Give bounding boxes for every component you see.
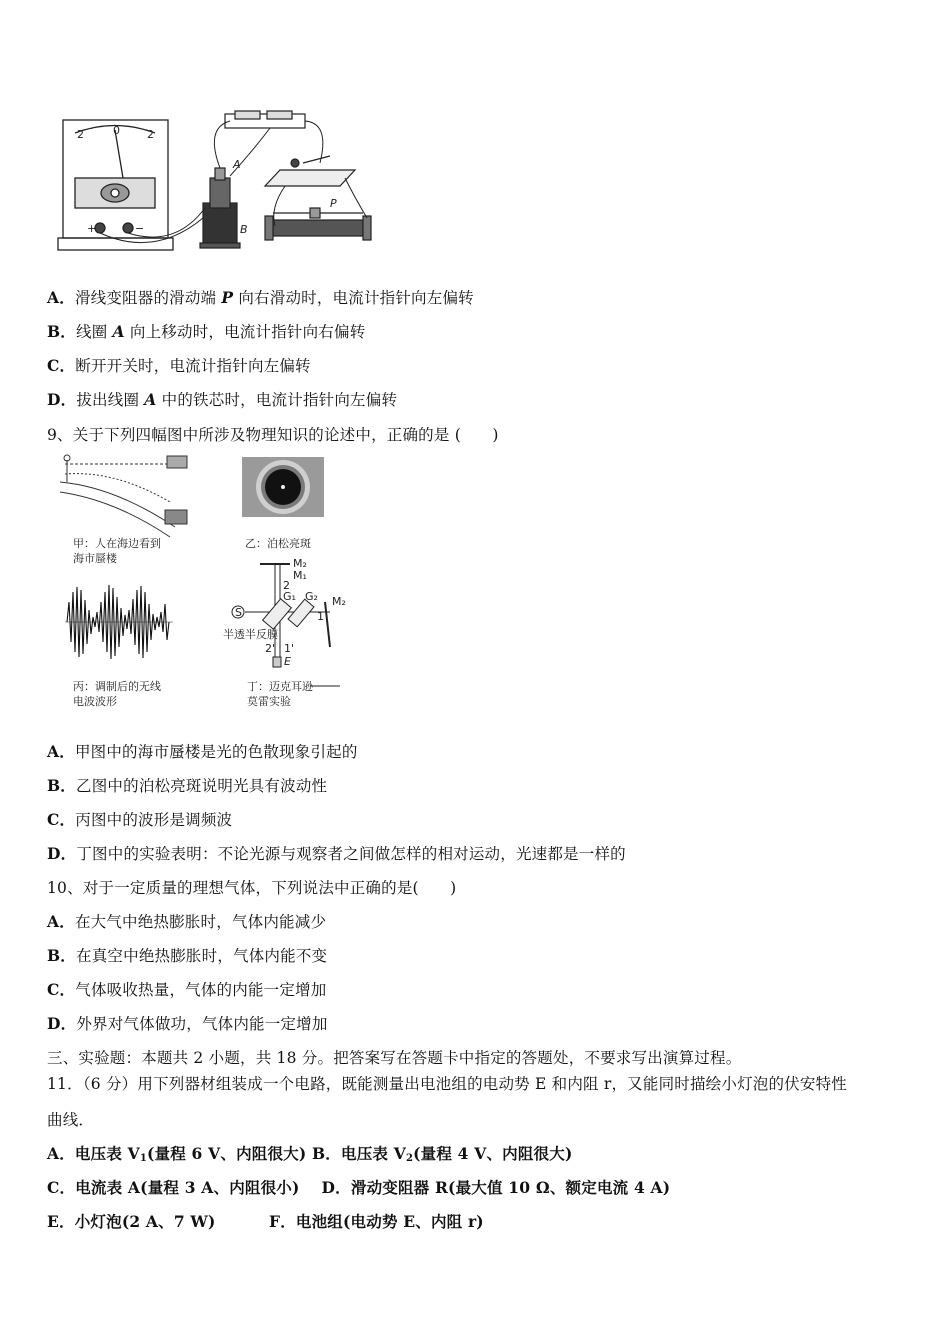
q11-stem-line1: 11．（6 分）用下列器材组装成一个电路，既能测量出电池组的电动势 E 和内阻 r，又能同时描绘小灯泡的伏安特性 — [47, 1075, 847, 1093]
caption-bing-1: 丙：调制后的无线 — [73, 680, 161, 693]
q10-option-d[interactable]: D．外界对气体做功，气体内能一定增加 — [47, 1014, 328, 1033]
battery — [225, 111, 305, 128]
q9-stem: 9、关于下列四幅图中所涉及物理知识的论述中，正确的是 ( ) — [47, 426, 499, 444]
q11-stem-line2: 曲线． — [47, 1111, 95, 1129]
q11-options-row2: C．电流表 A(量程 3 A、内阻很小) D．滑动变阻器 R(最大值 10 Ω、额定电流 4 A) — [47, 1178, 671, 1197]
galv-minus: − — [135, 222, 145, 235]
rheostat — [265, 208, 371, 240]
michelson-m2-right: M₂ — [332, 595, 346, 608]
caption-yi: 乙：泊松亮斑 — [245, 537, 311, 550]
michelson-m1: M₁ — [293, 569, 307, 582]
galv-plus: + — [87, 222, 97, 235]
q8-option-c[interactable]: C．断开开关时，电流计指针向左偏转 — [47, 356, 311, 375]
coil-a — [210, 168, 230, 208]
svg-text:2: 2 — [77, 128, 84, 141]
q11-options-row1: A．电压表 $V_1$(量程 6 V、内阻很大) B．电压表 $V_2$(量程 4 V、内阻很大) — [47, 1144, 573, 1164]
switch — [265, 156, 355, 186]
caption-jia-1: 甲：人在海边看到 — [73, 537, 161, 550]
q9-figure-grid — [55, 452, 355, 714]
label-a: A — [233, 158, 241, 171]
michelson-e: E — [284, 655, 291, 668]
q9-option-c[interactable]: C．丙图中的波形是调频波 — [47, 810, 233, 829]
michelson-n2: 2 — [283, 579, 290, 592]
michelson-splitter: 半透半反膜 — [223, 628, 278, 641]
michelson-m2-top: M₂ — [293, 557, 307, 570]
galvanometer — [58, 120, 173, 250]
q8-option-b[interactable]: B．线圈 A 向上移动时，电流计指针向右偏转 — [47, 322, 366, 341]
q10-stem: 10、对于一定质量的理想气体，下列说法中正确的是( ) — [47, 879, 457, 897]
section-3-heading: 三、实验题：本题共 2 小题，共 18 分。把答案写在答题卡中指定的答题处，不要求写出演算过程。 — [47, 1049, 742, 1067]
caption-jia-2: 海市蜃楼 — [73, 552, 117, 565]
q9-option-d[interactable]: D．丁图中的实验表明：不论光源与观察者之间做怎样的相对运动，光速都是一样的 — [47, 844, 626, 863]
mirage-figure — [60, 455, 187, 537]
michelson-g1: G₁ — [283, 590, 296, 603]
q10-option-a[interactable]: A．在大气中绝热膨胀时，气体内能减少 — [47, 912, 327, 931]
michelson-n1: 1 — [317, 610, 324, 623]
coil-b — [200, 203, 240, 248]
michelson-g2: G₂ — [305, 590, 318, 603]
q9-option-a[interactable]: A．甲图中的海市蜃楼是光的色散现象引起的 — [47, 742, 358, 761]
q10-option-b[interactable]: B．在真空中绝热膨胀时，气体内能不变 — [47, 946, 328, 965]
poisson-spot-figure — [242, 457, 324, 517]
michelson-n2p: 2' — [265, 642, 276, 655]
michelson-n1p: 1' — [284, 642, 295, 655]
svg-text:0: 0 — [113, 124, 120, 137]
label-b: B — [240, 223, 248, 236]
q9-option-b[interactable]: B．乙图中的泊松亮斑说明光具有波动性 — [47, 776, 328, 795]
q8-option-d[interactable]: D．拔出线圈 A 中的铁芯时，电流计指针向左偏转 — [47, 390, 398, 409]
michelson-s: S — [235, 606, 242, 619]
caption-ding-2: 莫雷实验 — [247, 695, 291, 708]
svg-text:2: 2 — [147, 128, 154, 141]
q8-option-a[interactable]: A．滑线变阻器的滑动端 P 向右滑动时，电流计指针向左偏转 — [47, 288, 474, 307]
michelson-figure — [232, 564, 330, 667]
q10-option-c[interactable]: C．气体吸收热量，气体的内能一定增加 — [47, 980, 327, 999]
caption-bing-2: 电波波形 — [73, 695, 117, 708]
label-p: P — [330, 197, 337, 210]
q11-options-row3: E．小灯泡(2 A、7 W) F．电池组(电动势 E、内阻 r) — [47, 1212, 484, 1231]
q8-circuit-figure — [55, 108, 385, 258]
caption-ding-1: 丁：迈克耳逊 — [247, 680, 313, 693]
modulated-wave-figure — [65, 585, 173, 659]
